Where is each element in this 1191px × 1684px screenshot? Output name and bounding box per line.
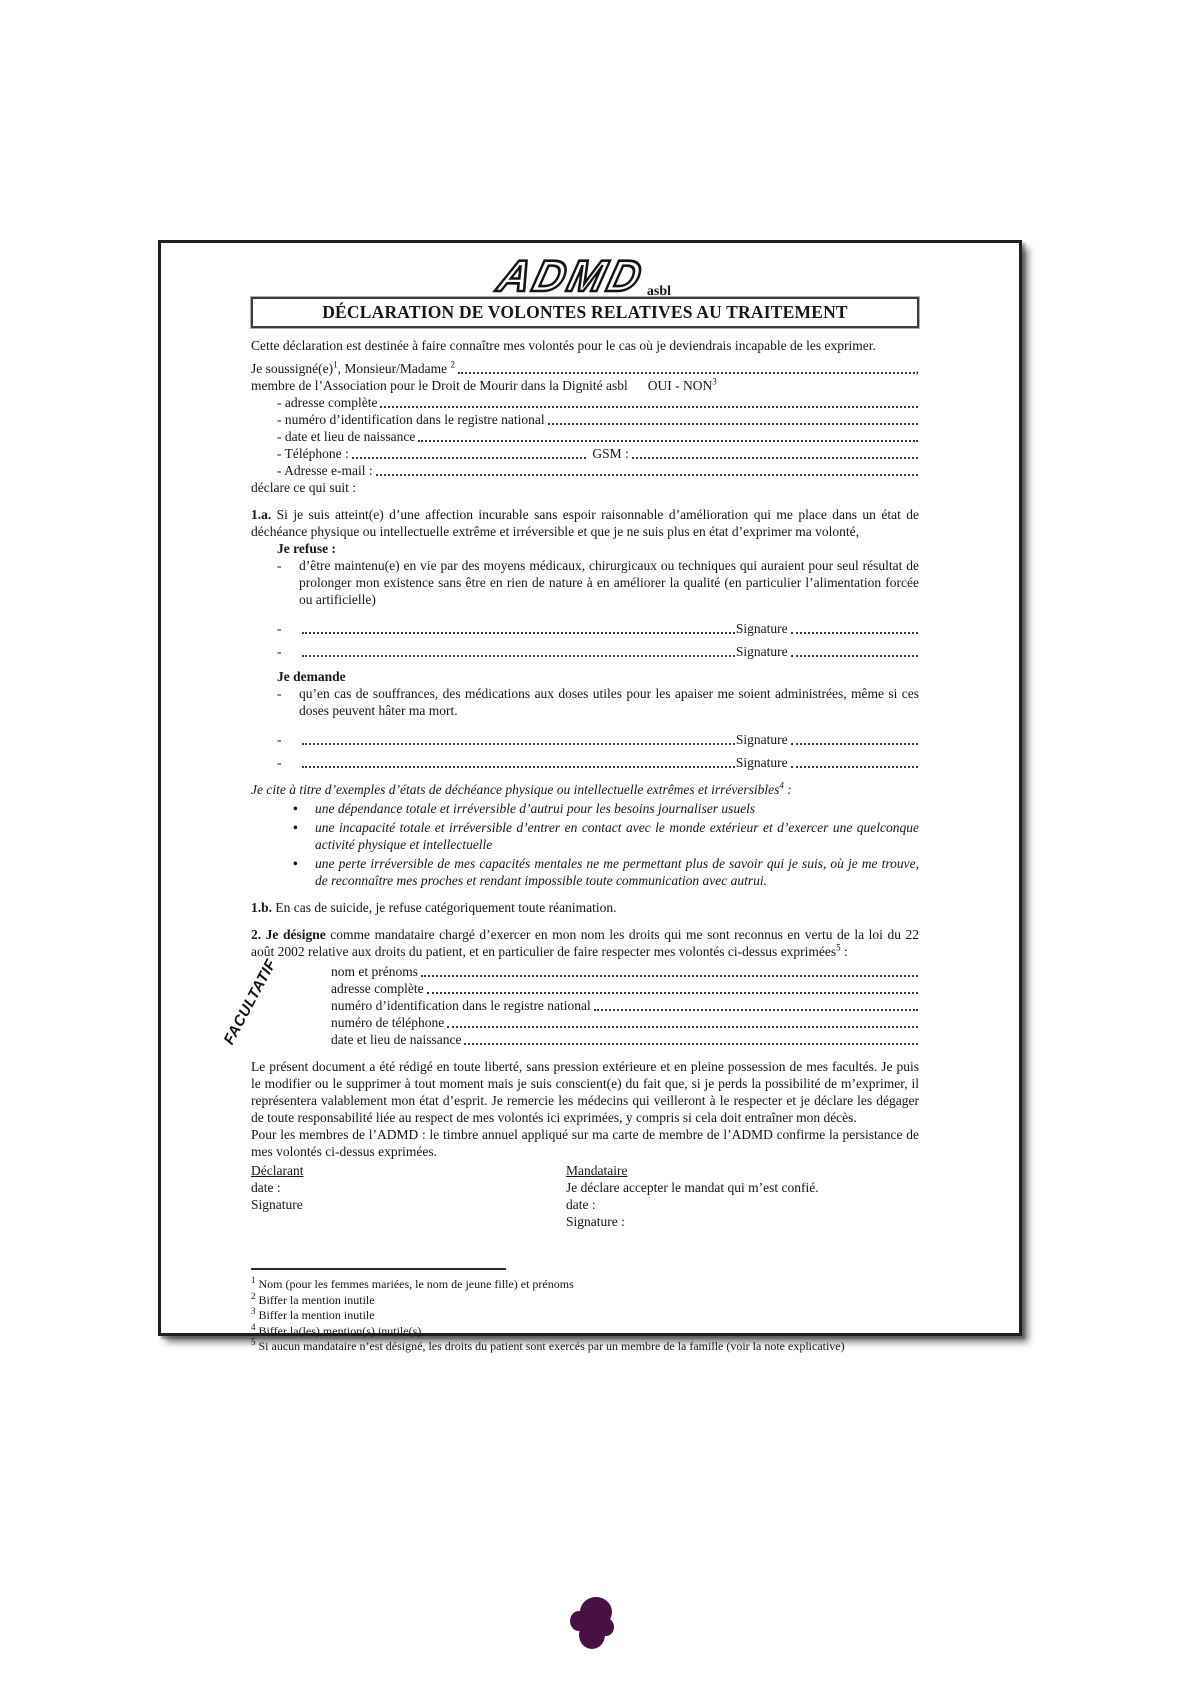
dotted-line bbox=[302, 655, 735, 657]
footnote-text: Biffer la mention inutile bbox=[258, 1292, 375, 1307]
declarant-column bbox=[251, 1162, 566, 1230]
dash-marker bbox=[277, 620, 299, 637]
signature-line bbox=[277, 754, 919, 771]
intro-text: Cette déclaration est destinée à faire connaître mes volontés pour le cas où je deviendrais incapable de les exprimer. bbox=[251, 338, 876, 354]
document-title-box bbox=[251, 297, 919, 328]
bullet-marker bbox=[293, 855, 315, 889]
dash-marker bbox=[277, 754, 299, 771]
oui-non-choice bbox=[648, 377, 717, 394]
logo-asbl-suffix: asbl bbox=[646, 284, 672, 299]
telephone-label: - Téléphone : bbox=[277, 446, 349, 462]
example-item bbox=[293, 819, 919, 853]
logo bbox=[251, 252, 919, 301]
declarant-heading: Déclarant bbox=[251, 1163, 304, 1179]
footnote-number: 5 bbox=[251, 1337, 256, 1348]
naissance-line bbox=[277, 428, 919, 445]
declarant-signature-label: Signature bbox=[251, 1197, 303, 1213]
dotted-line bbox=[791, 632, 918, 634]
ink-blob bbox=[566, 1594, 614, 1652]
footnote-divider bbox=[251, 1268, 506, 1270]
examples-intro-text: Je cite à titre d’exemples d’états de déchéance physique ou intellectuelle extrêmes et irréversibles bbox=[251, 782, 780, 798]
footnote-ref-2: 2 bbox=[450, 359, 455, 370]
dotted-line bbox=[791, 655, 918, 657]
dotted-line bbox=[302, 766, 735, 768]
declarant-date-label: date : bbox=[251, 1180, 281, 1196]
soussigne-label bbox=[251, 360, 455, 377]
naissance-label: - date et lieu de naissance bbox=[277, 429, 416, 445]
bullet-marker bbox=[293, 800, 315, 817]
section-1a-paragraph bbox=[251, 506, 919, 540]
mandataire-naissance-line bbox=[331, 1031, 919, 1048]
mandataire-accept-text: Je déclare accepter le mandat qui m’est confié. bbox=[566, 1180, 819, 1196]
signature-label: Signature bbox=[735, 644, 788, 660]
section-2-paragraph bbox=[251, 926, 919, 960]
members-paragraph: Pour les membres de l’ADMD : le timbre annuel appliqué sur ma carte de membre de l’ADMD confirme la persistance de mes volontés ci-dessus exprimées. bbox=[251, 1127, 919, 1160]
dotted-line bbox=[302, 632, 735, 634]
footnote-ref-3: 3 bbox=[712, 376, 717, 387]
membre-label: membre de l’Association pour le Droit de Mourir dans la Dignité asbl bbox=[251, 378, 628, 394]
dotted-line bbox=[632, 457, 918, 459]
mandataire-date-label: date : bbox=[566, 1197, 596, 1213]
email-label: - Adresse e-mail : bbox=[277, 463, 373, 479]
footnote-number: 2 bbox=[251, 1290, 256, 1301]
je-refuse-heading: Je refuse : bbox=[277, 541, 336, 557]
soussigne-prefix: Je soussigné(e) bbox=[251, 361, 334, 377]
example-item-text: une dépendance totale et irréversible d’autrui pour les besoins journaliser usuels bbox=[315, 801, 756, 817]
soussigne-mid: , Monsieur/Madame bbox=[337, 361, 451, 377]
dash-marker bbox=[277, 557, 299, 608]
membre-line bbox=[251, 377, 919, 394]
dotted-line bbox=[376, 474, 918, 476]
dash-marker bbox=[277, 685, 299, 719]
signature-label: Signature bbox=[735, 621, 788, 637]
mandataire-adresse-line bbox=[331, 980, 919, 997]
mandataire-telephone-label: numéro de téléphone bbox=[331, 1015, 445, 1031]
dotted-line bbox=[594, 1009, 918, 1011]
dash-marker bbox=[277, 643, 299, 660]
footnote bbox=[251, 1290, 919, 1309]
mandataire-telephone-line bbox=[331, 1014, 919, 1031]
section-1a-number: 1.a. bbox=[251, 507, 272, 523]
signature-block bbox=[251, 1162, 919, 1230]
refuse-item bbox=[277, 557, 919, 608]
footnote bbox=[251, 1277, 919, 1293]
dotted-line bbox=[447, 1026, 918, 1028]
dotted-line bbox=[380, 406, 918, 408]
footnote-text: Nom (pour les femmes mariées, le nom de jeune fille) et prénoms bbox=[258, 1277, 574, 1292]
footnote-text: Biffer la mention inutile bbox=[258, 1308, 375, 1323]
je-demande-heading: Je demande bbox=[277, 669, 346, 685]
footnote-ref-4: 4 bbox=[779, 780, 784, 791]
examples-intro-colon: : bbox=[783, 782, 792, 798]
section-1a-text: Si je suis atteint(e) d’une affection incurable sans espoir raisonnable d’amélioration qui me place dans un état de déchéance physique ou intellectuelle extrême et irréversible et que je ne suis plus en état d’exprimer ma volonté, bbox=[251, 507, 919, 540]
examples-intro bbox=[251, 781, 919, 798]
example-item bbox=[293, 800, 919, 817]
dotted-line bbox=[421, 975, 918, 977]
dotted-line bbox=[352, 457, 587, 459]
signature-line bbox=[277, 620, 919, 637]
mandataire-signature-label: Signature : bbox=[566, 1214, 625, 1230]
footnote-text: Biffer la(les) mention(s) inutile(s) bbox=[258, 1323, 422, 1338]
signature-label: Signature bbox=[735, 732, 788, 748]
closing-paragraph: Le présent document a été rédigé en toute liberté, sans pression extérieure et en pleine possession de mes facultés. Je puis le modifier ou le supprimer à tout moment mais je suis conscient(e) du fait que, si je perds la possibilité de m’exprimer, il représentera valablement mon état d’esprit. Je remercie les médecins qui veilleront à le respecter et je déclare les dégager de toute responsabilité liée au respect de mes volontés ici exprimées, y compris si cela doit entraîner mon décès. bbox=[251, 1059, 919, 1126]
footnote-ref-5: 5 bbox=[836, 942, 841, 953]
bullet-marker bbox=[293, 819, 315, 853]
signature-label: Signature bbox=[735, 755, 788, 771]
example-item-text: une perte irréversible de mes capacités mentales ne me permettant plus de savoir qui je suis, où je me trouve, de reconnaître mes proches et rendant impossible toute communication avec autrui. bbox=[315, 856, 919, 889]
footnotes bbox=[251, 1268, 919, 1355]
mandataire-nom-label: nom et prénoms bbox=[331, 964, 418, 980]
section-1b-paragraph bbox=[251, 899, 919, 916]
footnote-ref-1: 1 bbox=[333, 359, 338, 370]
gsm-label: GSM : bbox=[592, 446, 629, 462]
mandataire-adresse-label: adresse complète bbox=[331, 981, 424, 997]
dash-marker bbox=[277, 731, 299, 748]
example-item-text: une incapacité totale et irréversible d’entrer en contact avec le monde extérieur et d’exercer une quelconque activité physique et intellectuelle bbox=[315, 820, 919, 853]
telephone-line bbox=[277, 445, 919, 462]
section-2-lead: 2. Je désigne bbox=[251, 927, 326, 943]
section-2-text: comme mandataire chargé d’exercer en mon nom les droits qui me sont reconnus en vertu de la loi du 22 août 2002 relative aux droits du patient, et en particulier de faire respecter mes volontés ci-dessus exprimées bbox=[251, 927, 919, 960]
footnote bbox=[251, 1308, 919, 1324]
oui-non-label: OUI - NON bbox=[647, 378, 713, 394]
demande-item bbox=[277, 685, 919, 719]
mandataire-fields bbox=[251, 963, 919, 1048]
email-line bbox=[277, 462, 919, 479]
section-1b-text: En cas de suicide, je refuse catégoriquement toute réanimation. bbox=[272, 900, 617, 916]
soussigne-trailing-comma: , bbox=[915, 361, 919, 377]
dotted-line bbox=[464, 1043, 918, 1045]
demande-item-text: qu’en cas de souffrances, des médications aux doses utiles pour les apaiser me soient administrées, même si ces doses peuvent hâter ma mort. bbox=[299, 686, 919, 719]
declare-label: déclare ce qui suit : bbox=[251, 480, 356, 496]
mandataire-nom-line bbox=[331, 963, 919, 980]
section-2-colon: : bbox=[840, 944, 848, 960]
dotted-line bbox=[427, 992, 918, 994]
mandataire-block bbox=[220, 956, 919, 1048]
facultatif-stamp: FACULTATIF bbox=[220, 956, 280, 1048]
registre-line bbox=[277, 411, 919, 428]
dotted-line bbox=[548, 423, 918, 425]
dotted-line bbox=[418, 440, 918, 442]
document-page bbox=[158, 240, 1022, 1354]
mandataire-registre-line bbox=[331, 997, 919, 1014]
section-1b-number: 1.b. bbox=[251, 900, 273, 916]
page-title: DÉCLARATION DE VOLONTES RELATIVES AU TRAITEMENT bbox=[322, 302, 848, 322]
admd-logo: ADMD bbox=[492, 252, 650, 301]
signature-line bbox=[277, 643, 919, 660]
refuse-item-text: d’être maintenu(e) en vie par des moyens médicaux, chirurgicaux ou techniques qui auraient pour seul résultat de prolonger mon existence sans être en rien de nature à en améliorer la qualité (en particulier l’alimentation forcée ou artificielle) bbox=[299, 558, 919, 608]
footnote-number: 3 bbox=[251, 1306, 256, 1317]
dotted-line bbox=[458, 372, 915, 374]
dotted-line bbox=[302, 743, 735, 745]
footnote bbox=[251, 1321, 919, 1340]
footnote-text: Si aucun mandataire n’est désigné, les droits du patient sont exercés par un membre de la famille (voir la note explicative) bbox=[258, 1339, 845, 1354]
footnote-number: 1 bbox=[251, 1275, 256, 1286]
signature-line bbox=[277, 731, 919, 748]
mandataire-heading: Mandataire bbox=[566, 1163, 628, 1179]
mandataire-column bbox=[566, 1162, 919, 1230]
footnote bbox=[251, 1339, 919, 1355]
footnote-number: 4 bbox=[251, 1321, 256, 1332]
example-item bbox=[293, 855, 919, 889]
adresse-line bbox=[277, 394, 919, 411]
registre-label: - numéro d’identification dans le registre national bbox=[277, 412, 545, 428]
dotted-line bbox=[791, 743, 918, 745]
mandataire-naissance-label: date et lieu de naissance bbox=[331, 1032, 462, 1048]
mandataire-registre-label: numéro d’identification dans le registre national bbox=[331, 998, 591, 1014]
adresse-label: - adresse complète bbox=[277, 395, 378, 411]
dotted-line bbox=[791, 766, 918, 768]
soussigne-line bbox=[251, 360, 919, 377]
